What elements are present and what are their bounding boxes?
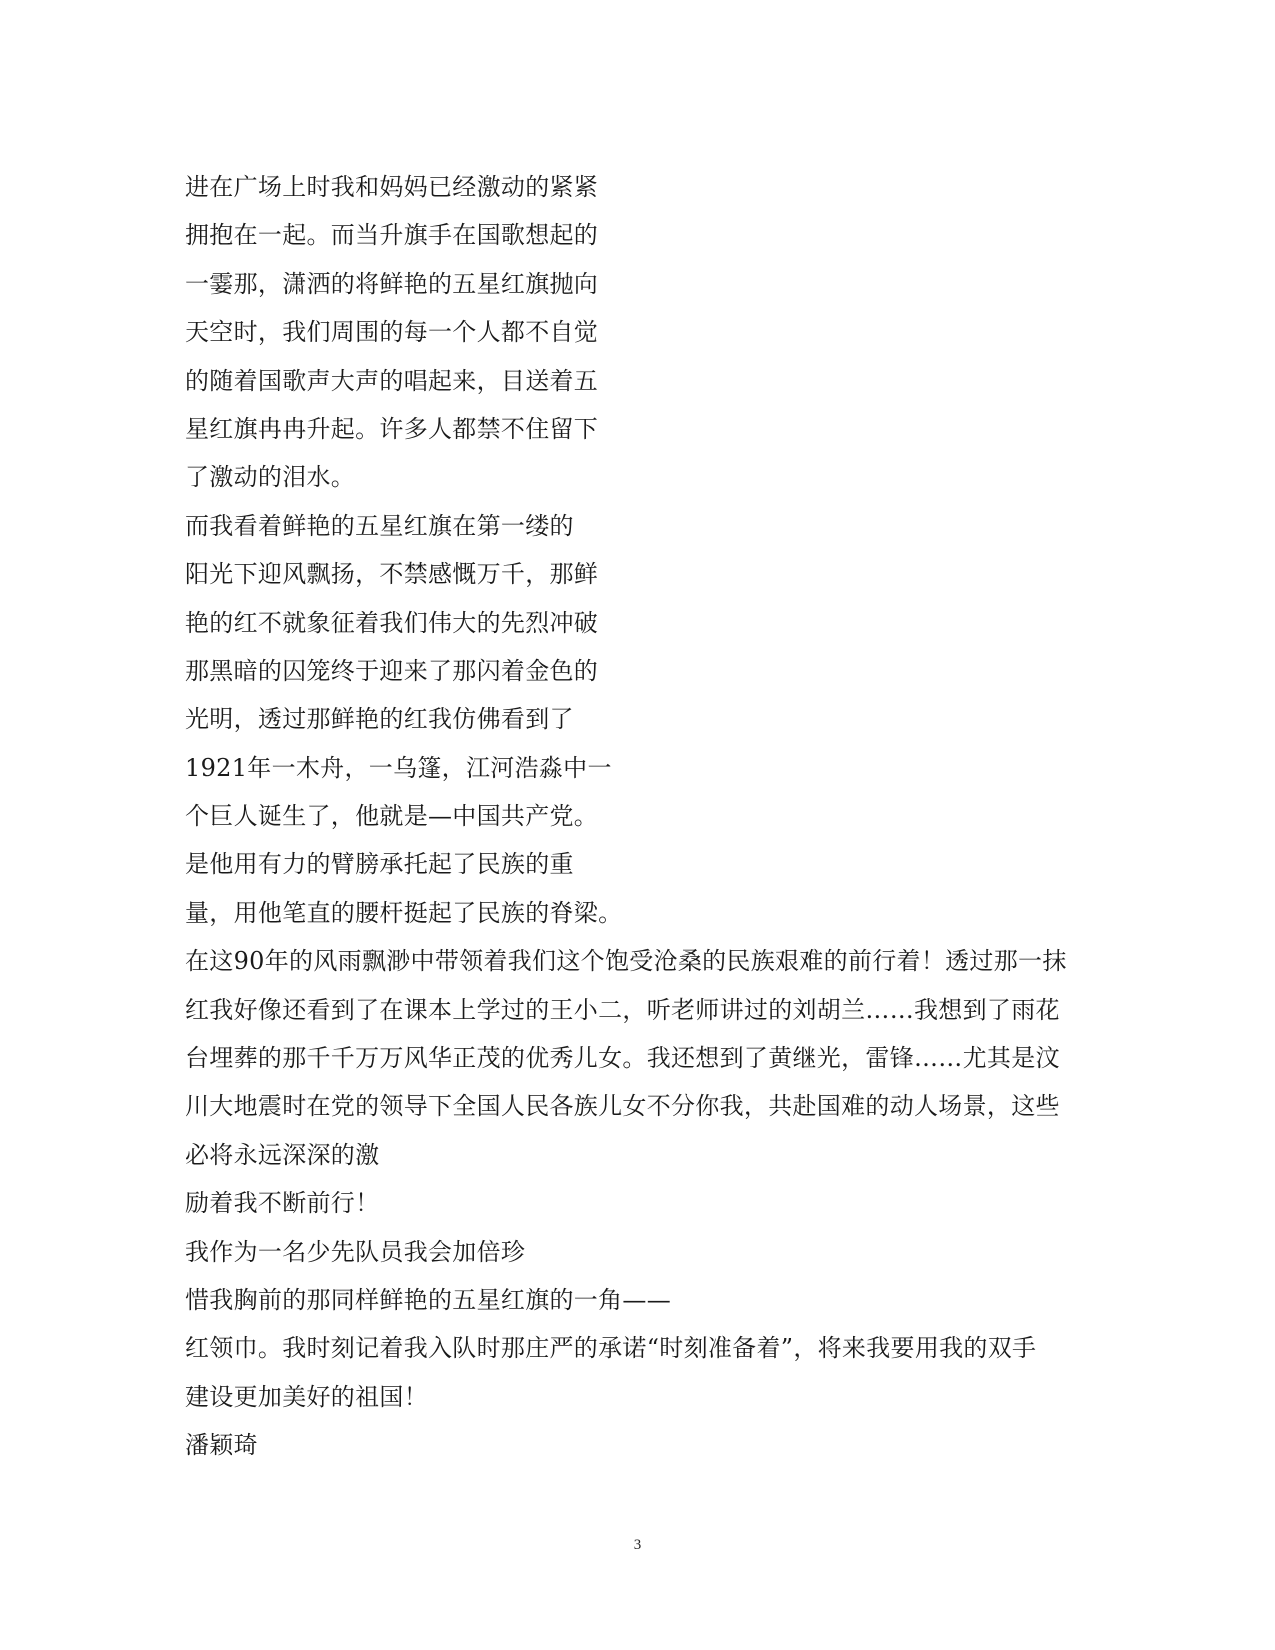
text-line: 星红旗冉冉升起。许多人都禁不住留下 (185, 414, 599, 443)
text-line: 川大地震时在党的领导下全国人民各族儿女不分你我，共赴国难的动人场景，这些 (185, 1092, 1060, 1121)
text-line: 我作为一名少先队员我会加倍珍 (185, 1237, 526, 1266)
text-line: 一霎那，潇洒的将鲜艳的五星红旗抛向 (185, 269, 599, 298)
text-line: 而我看着鲜艳的五星红旗在第一缕的 (185, 511, 574, 540)
text-line: 天空时，我们周围的每一个人都不自觉 (185, 318, 599, 347)
text-line: 在这90年的风雨飘渺中带领着我们这个饱受沧桑的民族艰难的前行着！透过那一抹 (185, 947, 1067, 976)
text-line: 台埋葬的那千千万万风华正茂的优秀儿女。我还想到了黄继光，雷锋……尤其是汶 (185, 1044, 1060, 1073)
text-line: 那黑暗的囚笼终于迎来了那闪着金色的 (185, 656, 599, 685)
text-line: 惜我胸前的那同样鲜艳的五星红旗的一角—— (185, 1285, 671, 1314)
text-line: 的随着国歌声大声的唱起来，目送着五 (185, 366, 599, 395)
text-line: 励着我不断前行！ (185, 1189, 380, 1218)
text-line: 阳光下迎风飘扬，不禁感慨万千，那鲜 (185, 560, 599, 589)
text-line: 光明，透过那鲜艳的红我仿佛看到了 (185, 705, 574, 734)
text-line: 1921年一木舟，一乌篷，江河浩淼中一 (185, 753, 612, 782)
text-line: 拥抱在一起。而当升旗手在国歌想起的 (185, 221, 599, 250)
text-line: 个巨人诞生了，他就是—中国共产党。 (185, 802, 599, 831)
text-line: 红我好像还看到了在课本上学过的王小二，听老师讲过的刘胡兰……我想到了雨花 (185, 995, 1060, 1024)
body-text (185, 163, 1085, 1470)
text-line: 了激动的泪水。 (185, 463, 356, 492)
text-line: 红领巾。我时刻记着我入队时那庄严的承诺“时刻准备着”，将来我要用我的双手 (185, 1334, 1037, 1363)
text-line: 进在广场上时我和妈妈已经激动的紧紧 (185, 173, 599, 201)
text-line: 必将永远深深的激 (185, 1140, 380, 1169)
text-line: 建设更加美好的祖国！ (185, 1382, 428, 1411)
text-line: 是他用有力的臂膀承托起了民族的重 (185, 850, 574, 879)
page-number: 3 (633, 1537, 642, 1553)
author-signature: 潘颖琦 (185, 1431, 258, 1460)
text-line: 量，用他笔直的腰杆挺起了民族的脊梁。 (185, 898, 623, 927)
text-line: 艳的红不就象征着我们伟大的先烈冲破 (185, 608, 599, 637)
